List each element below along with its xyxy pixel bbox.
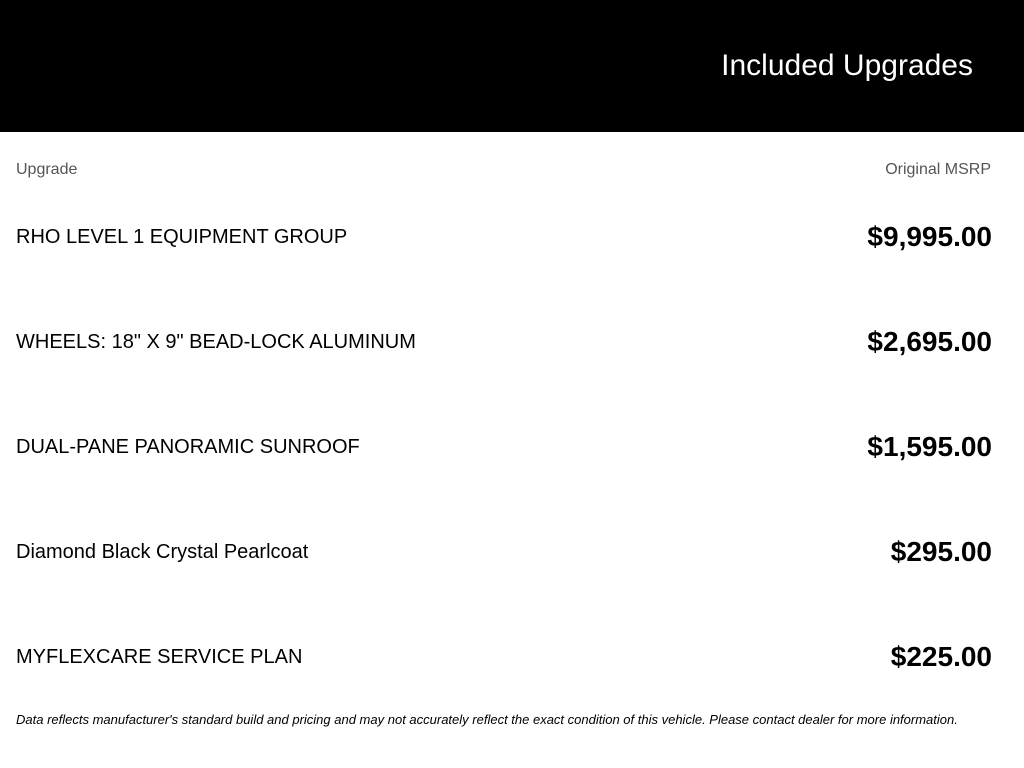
upgrade-row — [16, 532, 992, 572]
msrp-column-header: Original MSRP — [885, 161, 991, 178]
upgrade-row — [16, 427, 992, 467]
upgrade-row — [16, 637, 992, 677]
upgrade-price: $2,695.00 — [867, 326, 992, 357]
upgrade-column-header: Upgrade — [16, 161, 78, 178]
upgrade-row — [16, 217, 992, 257]
upgrade-name: DUAL-PANE PANORAMIC SUNROOF — [16, 436, 360, 458]
disclaimer-text: Data reflects manufacturer's standard build and pricing and may not accurately reflect the exact condition of this vehicle. Please contact dealer for more information. — [16, 712, 958, 727]
upgrade-price: $225.00 — [890, 641, 992, 672]
upgrade-row — [16, 322, 992, 362]
upgrade-name: RHO LEVEL 1 EQUIPMENT GROUP — [16, 226, 348, 248]
upgrade-price: $295.00 — [890, 536, 992, 567]
page-title: Included Upgrades — [721, 49, 973, 82]
upgrade-name: Diamond Black Crystal Pearlcoat — [16, 541, 309, 563]
upgrade-price: $9,995.00 — [867, 221, 992, 252]
upgrade-price: $1,595.00 — [867, 431, 992, 462]
header-bar — [0, 0, 1024, 132]
upgrade-name: WHEELS: 18" X 9" BEAD-LOCK ALUMINUM — [16, 331, 416, 353]
upgrade-name: MYFLEXCARE SERVICE PLAN — [16, 646, 303, 668]
